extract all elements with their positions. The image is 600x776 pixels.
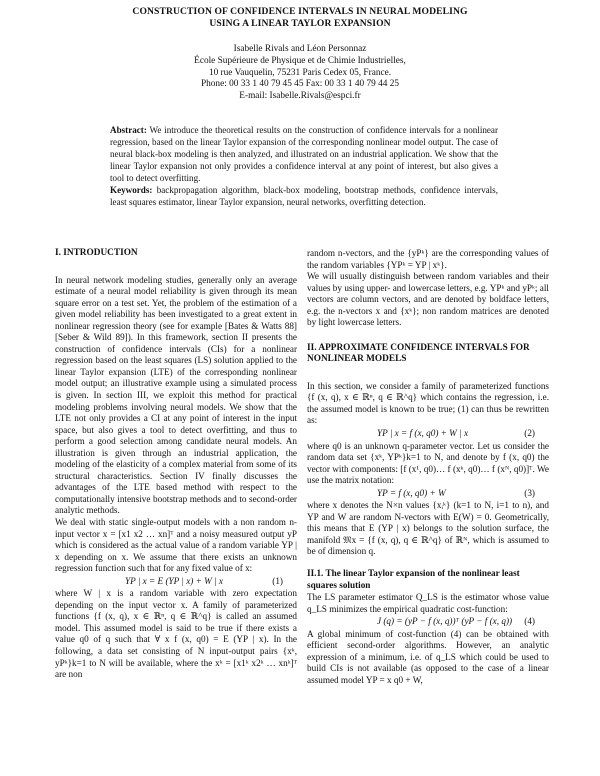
equation-1-number: (1) — [272, 575, 283, 586]
affiliation: École Supérieure de Physique et de Chimie Industrielles, — [194, 55, 406, 66]
right-paragraph-1: random n-vectors, and the {yPᵏ} are the corresponding values of the random variables {YPᵏ = YP | xᵏ}. — [307, 248, 549, 270]
paper-title — [60, 6, 540, 30]
intro-paragraph-1: In neural network modeling studies, generally only an average estimate of a neural model reliability is given through its mean square error on a test set. Yet, the problem of the estimation of a given model reliability has been investigated to a great extent in nonlinear regression theory (see for example [Bates & Watts 88] [Seber & Wild 89]). In this framework, section II presents the construction of confidence intervals (CIs) for a nonlinear regression based on the least squares (LS) solution applied to the linear Taylor expansion (LTE) of the corresponding nonlinear model output; an illustrative example using a simulated process is given. In section III, we exploit this method for practical modeling problems involving neural models. We show that the LTE not only provides a CI at any point of interest in the input space, but also gives a tool to detect overfitting, and thus to perform a good selection among candidate neural models. An illustration is given through an industrial application, the modeling of the elasticity of a complex material from some of its structural characteristics. Section IV finally discusses the advantages of the LTE based method with respect to the computationally intensive bootstrap methods and to second-order analytic methods. — [55, 274, 297, 516]
abstract-text: We introduce the theoretical results on the construction of confidence intervals for a nonlinear regression, based on the linear Taylor expansion of the corresponding nonlinear model output. The case of neural black-box modeling is then analyzed, and illustrated on an industrial application. We show that the linear Taylor expansion not only provides a confidence interval at any point of interest, but also gives a tool to detect overfitting. — [110, 125, 498, 183]
equation-2-body: YP | x = f (x, q0) + W | x — [377, 428, 469, 439]
phone-fax: Phone: 00 33 1 40 79 45 45 Fax: 00 33 1 40 79 44 25 — [200, 79, 400, 90]
abstract-label: Abstract: — [110, 125, 147, 135]
equation-2 — [307, 428, 549, 440]
equation-1 — [55, 576, 297, 588]
equation-2-number: (2) — [524, 428, 535, 439]
section2-paragraph-2: where q0 is an unknown q-parameter vector. Let us consider the random data set {xᵏ, YPᵏ}k=1 to N, and denote by f (x, q0) the vector with components: [f (x¹, q0)… f (xᵏ, q0)… f (xᴺ, q0)]ᵀ. We use the matrix notation: — [307, 440, 549, 486]
right-paragraph-2: We will usually distinguish between random variables and their values by using upper- and lowercase letters, e.g. YPᵏ and yPᵏ; all vectors are column vectors, and are denoted by boldface letters, e.g. the n-vectors x and {xᵏ}; non random matrices are denoted by light lowercase letters. — [307, 271, 549, 328]
equation-3-body: YP = f (x, q0) + W — [377, 487, 446, 498]
equation-3 — [307, 488, 549, 500]
intro-paragraph-3: where W | x is a random variable with zero expectation depending on the input vector x. A family of parameterized functions {f (x, q), x ∈ ℝⁿ, q ∈ ℝ^q} is called an assumed model. This assumed model is said to be true if there exists a value q0 of q such that ∀ x f (x, q0) = E (YP | x). In the following, a data set consisting of N input-output pairs {xᵏ, yPᵏ}k=1 to N will be available, where the xᵏ = [x1ᵏ x2ᵏ … xnᵏ]ᵀ are non — [55, 588, 297, 680]
intro-paragraph-2: We deal with static single-output models with a non random n-input vector x = [x1 x2 … xn]ᵀ and a noisy measured output yP which is considered as the actual value of a random variable YP | x depending on x. We assume that there exists an unknown regression function such that for any fixed value of x: — [55, 516, 297, 574]
section-heading-introduction: I. INTRODUCTION — [55, 248, 138, 258]
keywords — [110, 184, 498, 208]
keywords-label: Keywords: — [110, 185, 153, 195]
section2-paragraph-1: In this section, we consider a family of parameterized functions {f (x, q), x ∈ ℝⁿ, q ∈ ℝ^q} which contains the regression, i.e. the assumed model is known to be true; (1) can thus be rewritten as: — [307, 380, 549, 426]
equation-1-body: YP | x = E (YP | x) + W | x — [125, 575, 223, 586]
section-heading-approximate-ci: II. APPROXIMATE CONFIDENCE INTERVALS FOR NONLINEAR MODELS — [307, 342, 530, 365]
left-column — [55, 248, 297, 681]
email: E-mail: Isabelle.Rivals@espci.fr — [239, 91, 361, 102]
subsection-heading-lte: II.1. The linear Taylor expansion of the nonlinear least squares solution — [307, 568, 520, 590]
abstract — [110, 124, 498, 184]
section2-paragraph-3: where x denotes the N×n values {xᵢᵏ} (k=1 to N, i=1 to n), and YP and W are random N-vectors with E(W) = 0. Geometrically, this means that E (YP | x) belongs to the solution surface, the manifold 𝔐x = {f (x, q), q ∈ ℝ^q} of ℝᴺ, which is assumed to be of dimension q. — [307, 500, 549, 557]
subsection-paragraph-1: The LS parameter estimator Q_LS is the estimator whose value q_LS minimizes the empirical quadratic cost-function: — [307, 592, 549, 614]
equation-4-number: (4) — [524, 616, 535, 627]
author-block — [120, 44, 480, 103]
equation-3-number: (3) — [524, 487, 535, 498]
authors: Isabelle Rivals and Léon Personnaz — [233, 44, 367, 54]
title-line-2: USING A LINEAR TAYLOR EXPANSION — [209, 18, 391, 29]
equation-4-body: J (q) = (yP − f (x, q))ᵀ (yP − f (x, q)) — [377, 616, 513, 627]
keywords-text: backpropagation algorithm, black-box modeling, bootstrap methods, confidence intervals, least squares estimator, linear Taylor expansion, neural networks, overfitting detection. — [110, 185, 498, 207]
equation-4 — [307, 616, 549, 628]
title-line-1: CONSTRUCTION OF CONFIDENCE INTERVALS IN NEURAL MODELING — [132, 6, 468, 17]
right-column — [307, 248, 549, 686]
address: 10 rue Vauquelin, 75231 Paris Cedex 05, France. — [208, 67, 392, 78]
subsection-paragraph-2: A global minimum of cost-function (4) can be obtained with efficient second-order algorithms. However, an analytic expression of a minimum, i.e. of q_LS which could be used to build CIs is not available (as opposed to the case of a linear assumed model YP = x q0 + W, — [307, 628, 549, 685]
